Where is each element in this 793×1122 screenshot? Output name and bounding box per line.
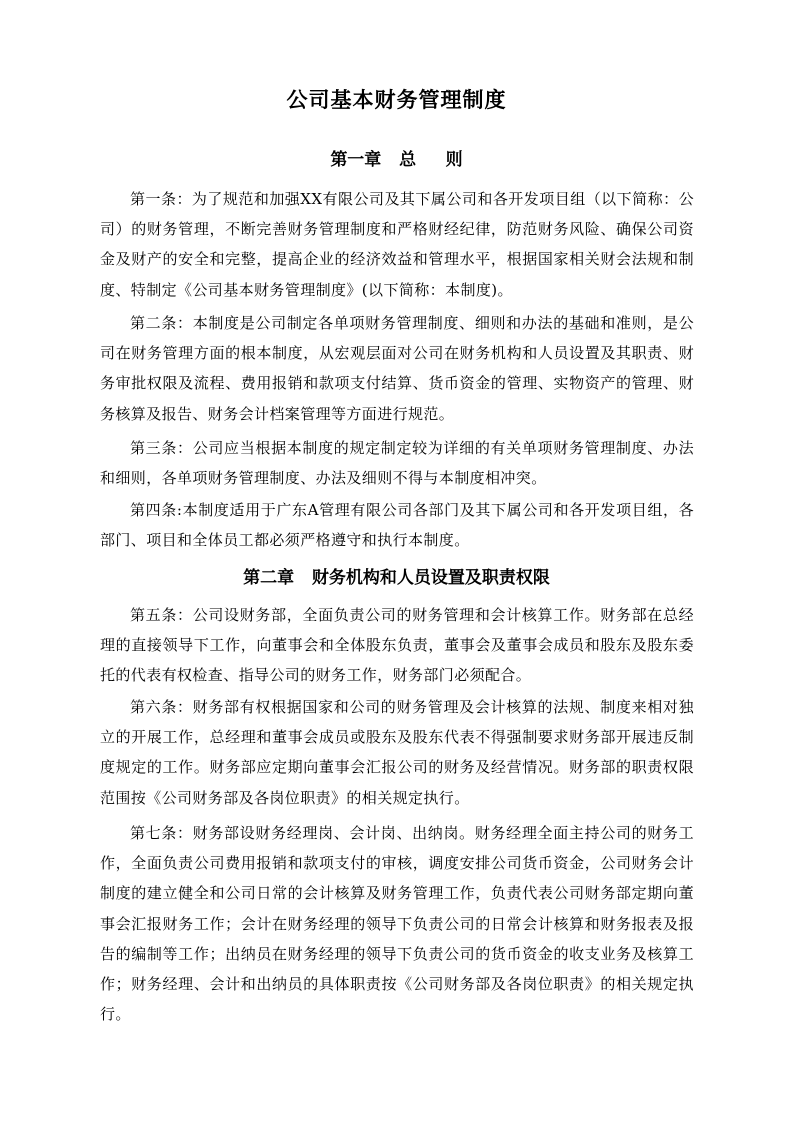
article-5: 第五条：公司设财务部，全面负责公司的财务管理和会计核算工作。财务部在总经理的直接领导下工作，向董事会和全体股东负责，董事会及董事会成员和股东及股东委托的代表有权检查、指导公司的财务工作，财务部门必须配合。 bbox=[100, 606, 694, 685]
chapter-2-heading: 第二章 财务机构和人员设置及职责权限 bbox=[243, 568, 550, 588]
article-6: 第六条：财务部有权根据国家和公司的财务管理及会计核算的法规、制度来相对独立的开展工作，总经理和董事会成员或股东及股东代表不得强制要求财务部开展违反制度规定的工作。财务部应定期向董事会汇报公司的财务及经营情况。财务部的职责权限范围按《公司财务部及各岗位职责》的相关规定执行。 bbox=[100, 698, 694, 807]
article-7: 第七条：财务部设财务经理岗、会计岗、出纳岗。财务经理全面主持公司的财务工作，全面负责公司费用报销和款项支付的审核，调度安排公司货币资金，公司财务会计制度的建立健全和公司日常的会计核算及财务管理工作，负责代表公司财务部定期向董事会汇报财务工作；会计在财务经理的领导下负责公司的日常会计核算和财务报表及报告的编制等工作；出纳员在财务经理的领导下负责公司的货币资金的收支业务及核算工作；财务经理、会计和出纳员的具体职责按《公司财务部及各岗位职责》的相关规定执行。 bbox=[100, 824, 694, 1024]
article-3: 第三条：公司应当根据本制度的规定制定较为详细的有关单项财务管理制度、办法和细则，各单项财务管理制度、办法及细则不得与本制度相冲突。 bbox=[100, 439, 694, 488]
article-4: 第四条:本制度适用于广东A管理有限公司各部门及其下属公司和各开发项目组，各部门、项目和全体员工都必须严格遵守和执行本制度。 bbox=[100, 501, 694, 550]
document-title: 公司基本财务管理制度 bbox=[286, 87, 507, 112]
chapter-1-heading: 第一章 总 则 bbox=[330, 150, 463, 170]
article-1: 第一条：为了规范和加强XX有限公司及其下属公司和各开发项目组（以下简称：公司）的财务管理，不断完善财务管理制度和严格财经纪律，防范财务风险、确保公司资金及财产的安全和完整，提高企业的经济效益和管理水平，根据国家相关财会法规和制度、特制定《公司基本财务管理制度》(以下简称：本制度)。 bbox=[100, 190, 694, 299]
article-2: 第二条：本制度是公司制定各单项财务管理制度、细则和办法的基础和准则，是公司在财务管理方面的根本制度，从宏观层面对公司在财务机构和人员设置及其职责、财务审批权限及流程、费用报销和款项支付结算、货币资金的管理、实物资产的管理、财务核算及报告、财务会计档案管理等方面进行规范。 bbox=[100, 314, 694, 423]
